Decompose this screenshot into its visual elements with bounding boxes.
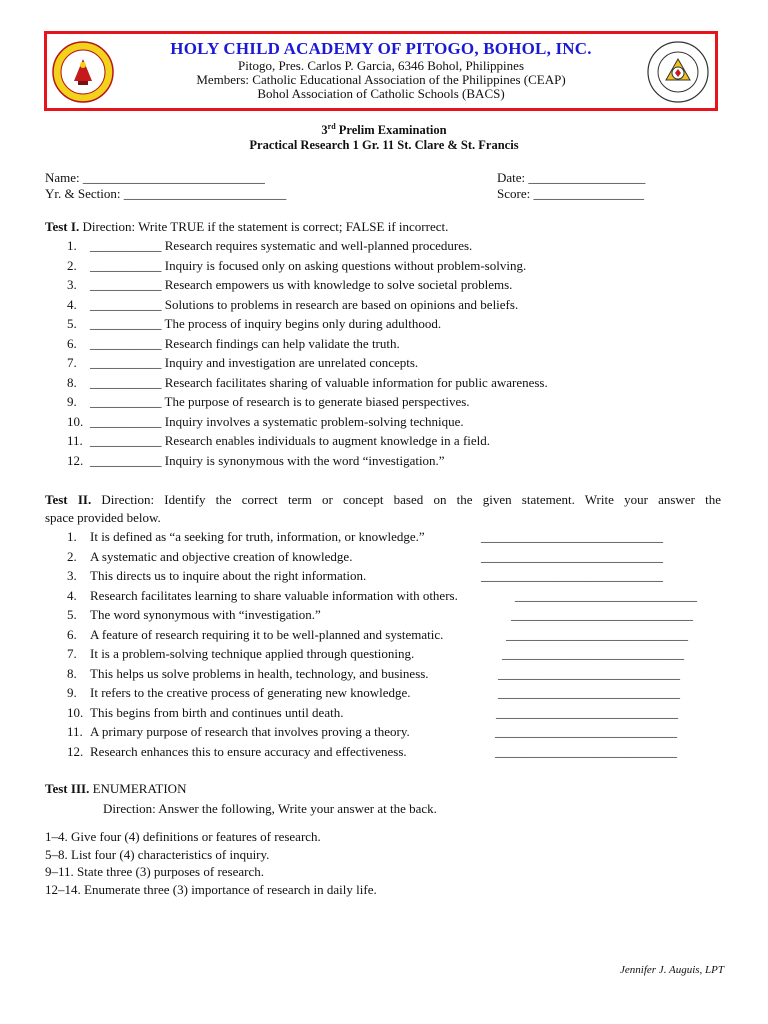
item-number: 3. xyxy=(67,568,77,583)
question-text: A systematic and objective creation of knowledge. xyxy=(90,548,353,564)
test3-direction: Direction: Answer the following, Write your answer at the back. xyxy=(103,801,437,816)
test2-direction-cont: space provided below. xyxy=(45,510,161,525)
statement-text: The purpose of research is to generate biased perspectives. xyxy=(164,394,470,409)
school-address: Pitogo, Pres. Carlos P. Garcia, 6346 Bohol, Philippines xyxy=(238,58,524,73)
test1-item xyxy=(67,375,548,391)
test1-item xyxy=(67,453,445,469)
teacher-signature: Jennifer J. Auguis, LPT xyxy=(620,964,724,976)
test1-item xyxy=(67,277,512,293)
answer-blank[interactable]: ___________ xyxy=(90,433,162,448)
statement-text: Research requires systematic and well-planned procedures. xyxy=(164,238,473,253)
enum-item: 1–4. Give four (4) definitions or features of research. xyxy=(45,829,321,844)
answer-blank[interactable]: ____________________________ xyxy=(495,724,677,739)
item-number: 10. xyxy=(67,413,84,429)
test2-direction: Test II. Direction: Identify the correct term or concept based on the given statement. Write your answer the xyxy=(45,492,721,507)
answer-blank[interactable]: ___________ xyxy=(90,316,162,331)
question-text: It refers to the creative process of generating new knowledge. xyxy=(90,685,411,700)
answer-blank[interactable]: ____________________________ xyxy=(498,685,680,700)
item-number: 11. xyxy=(67,724,83,739)
answer-blank[interactable]: ___________ xyxy=(90,374,162,390)
item-number: 7. xyxy=(67,646,77,661)
item-number: 6. xyxy=(67,626,77,642)
answer-blank[interactable]: ___________ xyxy=(90,394,162,409)
question-text: A feature of research requiring it to be well-planned and systematic. xyxy=(90,626,444,642)
test1-item xyxy=(67,258,526,274)
test1-item xyxy=(67,238,472,254)
item-number: 1. xyxy=(67,529,77,544)
school-header xyxy=(44,31,718,111)
question-text: Research facilitates learning to share valuable information with others. xyxy=(90,587,458,603)
item-number: 5. xyxy=(67,316,77,331)
date-field[interactable]: Date: __________________ xyxy=(497,170,646,185)
answer-blank[interactable]: ____________________________ xyxy=(515,587,697,603)
statement-text: Inquiry and investigation are unrelated concepts. xyxy=(164,355,419,370)
statement-text: Inquiry involves a systematic problem-solving technique. xyxy=(164,413,464,429)
test1-item xyxy=(67,336,400,352)
test2-item xyxy=(67,549,352,565)
item-number: 7. xyxy=(67,355,77,370)
item-number: 5. xyxy=(67,607,77,622)
statement-text: Research findings can help validate the truth. xyxy=(164,335,400,351)
item-number: 2. xyxy=(67,548,77,564)
question-text: A primary purpose of research that involves proving a theory. xyxy=(90,724,410,739)
item-number: 9. xyxy=(67,394,77,409)
test3-heading: Test III. ENUMERATION xyxy=(45,781,187,796)
school-association: Bohol Association of Catholic Schools (BACS) xyxy=(257,86,505,101)
test1-item xyxy=(67,414,464,430)
answer-blank[interactable]: ___________ xyxy=(90,238,162,253)
name-field[interactable]: Name: ____________________________ xyxy=(45,170,265,185)
statement-text: Solutions to problems in research are based on opinions and beliefs. xyxy=(164,296,519,312)
question-text: This begins from birth and continues until death. xyxy=(90,704,344,720)
item-number: 8. xyxy=(67,665,77,681)
answer-blank[interactable]: ___________ xyxy=(90,296,162,312)
item-number: 12. xyxy=(67,452,84,468)
answer-blank[interactable]: ___________ xyxy=(90,355,162,370)
statement-text: Inquiry is synonymous with the word “investigation.” xyxy=(164,452,445,468)
test1-direction: Test I. Direction: Write TRUE if the statement is correct; FALSE if incorrect. xyxy=(45,219,449,234)
test2-item xyxy=(67,529,425,545)
item-number: 10. xyxy=(67,704,84,720)
item-number: 12. xyxy=(67,743,84,759)
question-text: It is defined as “a seeking for truth, information, or knowledge.” xyxy=(90,529,425,544)
test2-item xyxy=(67,744,407,760)
statement-text: Research empowers us with knowledge to solve societal problems. xyxy=(164,277,513,292)
exam-title: 3rd Prelim Examination xyxy=(321,122,447,138)
test1-item xyxy=(67,316,441,332)
item-number: 8. xyxy=(67,374,77,390)
answer-blank[interactable]: ____________________________ xyxy=(496,704,678,720)
answer-blank[interactable]: ____________________________ xyxy=(502,646,684,661)
answer-blank[interactable]: ___________ xyxy=(90,452,162,468)
question-text: Research enhances this to ensure accuracy and effectiveness. xyxy=(90,743,407,759)
item-number: 11. xyxy=(67,433,83,448)
test1-item xyxy=(67,394,470,410)
answer-blank[interactable]: ____________________________ xyxy=(506,626,688,642)
school-membership: Members: Catholic Educational Association of the Philippines (CEAP) xyxy=(196,72,566,87)
answer-blank[interactable]: ___________ xyxy=(90,277,162,292)
question-text: This directs us to inquire about the right information. xyxy=(90,568,367,583)
bacs-seal-logo xyxy=(647,41,709,103)
item-number: 3. xyxy=(67,277,77,292)
test2-item xyxy=(67,588,458,604)
exam-subject: Practical Research 1 Gr. 11 St. Clare & St. Francis xyxy=(249,138,519,152)
statement-text: The process of inquiry begins only during adulthood. xyxy=(164,316,442,331)
test2-item xyxy=(67,724,410,740)
test2-item xyxy=(67,666,429,682)
item-number: 2. xyxy=(67,257,77,273)
statement-text: Research facilitates sharing of valuable information for public awareness. xyxy=(164,374,548,390)
enum-item: 9–11. State three (3) purposes of research. xyxy=(45,864,264,879)
item-number: 4. xyxy=(67,587,77,603)
answer-blank[interactable]: ____________________________ xyxy=(481,568,663,583)
item-number: 6. xyxy=(67,335,77,351)
section-field[interactable]: Yr. & Section: _________________________ xyxy=(45,186,287,201)
test2-item xyxy=(67,568,366,584)
answer-blank[interactable]: ___________ xyxy=(90,335,162,351)
test2-item xyxy=(67,646,414,662)
test1-item xyxy=(67,355,418,371)
question-text: It is a problem-solving technique applied through questioning. xyxy=(90,646,415,661)
statement-text: Inquiry is focused only on asking questions without problem-solving. xyxy=(164,257,527,273)
enum-item: 5–8. List four (4) characteristics of inquiry. xyxy=(45,847,270,862)
item-number: 4. xyxy=(67,296,77,312)
question-text: The word synonymous with “investigation.” xyxy=(90,607,321,622)
score-field[interactable]: Score: _________________ xyxy=(497,186,644,201)
answer-blank[interactable]: ____________________________ xyxy=(481,529,663,544)
statement-text: Research enables individuals to augment knowledge in a field. xyxy=(164,433,491,448)
answer-blank[interactable]: ____________________________ xyxy=(498,665,680,681)
question-text: This helps us solve problems in health, technology, and business. xyxy=(90,665,429,681)
item-number: 9. xyxy=(67,685,77,700)
answer-blank[interactable]: ___________ xyxy=(90,257,162,273)
answer-blank[interactable]: ___________ xyxy=(90,413,162,429)
answer-blank[interactable]: ____________________________ xyxy=(481,548,663,564)
answer-blank[interactable]: ____________________________ xyxy=(511,607,693,622)
test2-item xyxy=(67,607,321,623)
test2-item xyxy=(67,705,343,721)
enum-item: 12–14. Enumerate three (3) importance of research in daily life. xyxy=(45,882,377,897)
test2-item xyxy=(67,685,411,701)
test1-item xyxy=(67,433,490,449)
item-number: 1. xyxy=(67,238,77,253)
test1-item xyxy=(67,297,518,313)
school-name: HOLY CHILD ACADEMY OF PITOGO, BOHOL, INC. xyxy=(170,39,592,58)
test2-item xyxy=(67,627,443,643)
answer-blank[interactable]: ____________________________ xyxy=(495,743,677,759)
